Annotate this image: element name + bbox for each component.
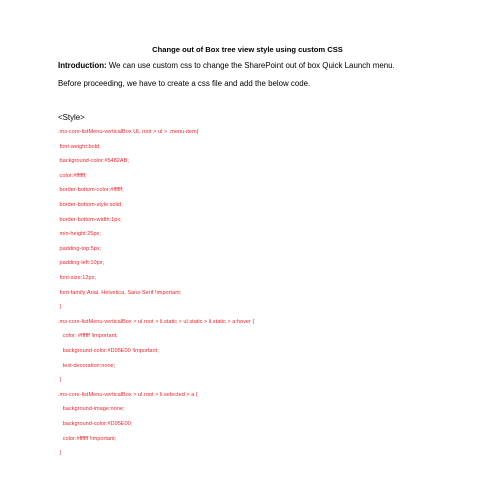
code-line: color:#ffffff !important; — [58, 435, 117, 442]
code-line: font-weight:bold; — [58, 143, 101, 150]
code-line: .ms-core-listMenu-verticalBox > ul.root > li.static > ul.static > li.static > a:hover { — [58, 318, 255, 325]
code-line: padding-top:5px; — [58, 245, 102, 252]
code-line: color:#ffffff; — [58, 172, 87, 179]
code-line: background-color:#D95E00; — [58, 421, 133, 427]
instruction-paragraph: Before proceeding, we have to create a css file and add the below code. — [58, 79, 311, 88]
code-line: .ms-core-listMenu-verticalBox UL.root > ul > .menu-item{ — [58, 129, 199, 135]
code-line: background-color:#5482AB; — [58, 158, 129, 165]
code-line: } — [58, 450, 62, 457]
code-line: } — [58, 377, 62, 384]
code-line: border-bottom-style:solid; — [58, 202, 123, 208]
code-line: background-color:#D95E00 !important; — [58, 348, 159, 354]
code-line: .ms-core-listMenu-verticalBox > ul.root > li.selected > a { — [58, 391, 198, 398]
intro-text: We can use custom css to change the SharePoint out of box Quick Launch menu. — [106, 61, 395, 70]
document-title: Change out of Box tree view style using custom CSS — [152, 45, 343, 54]
code-line: min-height:25px; — [58, 231, 101, 238]
code-line: border-bottom-color:#ffffff; — [58, 187, 124, 194]
intro-paragraph — [58, 61, 395, 70]
code-line: border-bottom-width:1px; — [58, 216, 122, 223]
style-tag-line: <Style> — [58, 113, 85, 122]
code-line: text-decoration:none; — [58, 362, 116, 369]
code-line: background-image:none; — [58, 406, 125, 413]
code-line: font-size:12px; — [58, 275, 96, 281]
code-line: } — [58, 304, 62, 311]
code-line: color: #ffffff !important; — [58, 333, 118, 340]
code-line: font-family:Arial, Helvetica, Sans-Serif !important; — [58, 289, 182, 296]
code-line: padding-left:10px; — [58, 260, 105, 267]
intro-label: Introduction: — [58, 61, 107, 70]
